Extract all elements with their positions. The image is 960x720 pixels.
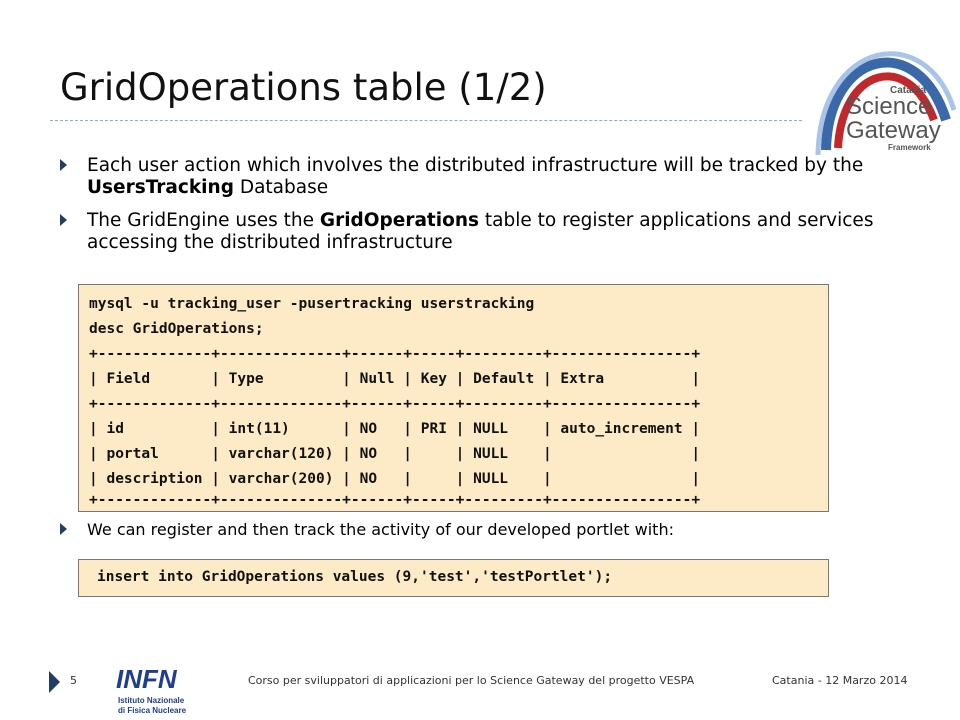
- logo-framework: Framework: [888, 143, 931, 152]
- footer-date: Catania - 12 Marzo 2014: [772, 674, 908, 687]
- code-line: desc GridOperations;: [89, 321, 264, 337]
- bullet-text-part: Database: [233, 177, 329, 198]
- code-line: +-------------+--------------+------+-----+---------+----------------+: [89, 396, 701, 412]
- code-line: | portal | varchar(120) | NO | | NULL | |: [89, 446, 701, 462]
- code-line: | description | varchar(200) | NO | | NULL | |: [89, 471, 701, 487]
- science-gateway-logo: [808, 10, 956, 168]
- code-line: | Field | Type | Null | Key | Default | Extra |: [89, 371, 701, 387]
- code-line: | id | int(11) | NO | PRI | NULL | auto_increment |: [89, 421, 701, 437]
- logo-catania: Catania: [890, 85, 927, 96]
- infn-subtitle-2: di Fisica Nucleare: [118, 706, 187, 715]
- logo-gateway: Gateway: [846, 117, 941, 144]
- code-line: insert into GridOperations values (9,'test','testPortlet');: [97, 569, 613, 585]
- bullet-bold-term: UsersTracking: [87, 177, 234, 198]
- infn-logo-text: INFN: [116, 664, 177, 694]
- infn-subtitle-1: Istituto Nazionale: [118, 696, 185, 705]
- bullet-text: [87, 210, 887, 254]
- mysql-code-block: [78, 284, 829, 512]
- insert-code-block: [78, 559, 829, 597]
- logo-science: Science: [846, 93, 932, 120]
- title-divider: [50, 120, 802, 121]
- code-line: +-------------+--------------+------+-----+---------+----------------+: [89, 492, 701, 508]
- footer-arrow-icon: [49, 671, 60, 693]
- code-line: mysql -u tracking_user -pusertracking userstracking: [89, 296, 535, 312]
- bullet-arrow-icon: [60, 214, 67, 226]
- bullet-text: We can register and then track the activity of our developed portlet with:: [87, 520, 674, 539]
- bullet-text-part: The GridEngine uses the: [87, 210, 320, 231]
- bullet-arrow-icon: [60, 159, 67, 171]
- bullet-text: [87, 155, 887, 199]
- bullet-text-part: Each user action which involves the distributed infrastructure will be tracked by the: [87, 155, 864, 176]
- footer-course-text: Corso per sviluppatori di applicazioni per lo Science Gateway del progetto VESPA: [248, 674, 695, 687]
- bullet-arrow-icon: [60, 523, 67, 535]
- slide-title: GridOperations table (1/2): [60, 66, 547, 109]
- bullet-bold-term: GridOperations: [319, 210, 479, 231]
- infn-logo: [100, 660, 220, 720]
- page-number: 5: [70, 674, 77, 687]
- code-line: +-------------+--------------+------+-----+---------+----------------+: [89, 346, 701, 362]
- bullet-text-part: table to register applications and services accessing the distributed infrastructure: [87, 210, 874, 253]
